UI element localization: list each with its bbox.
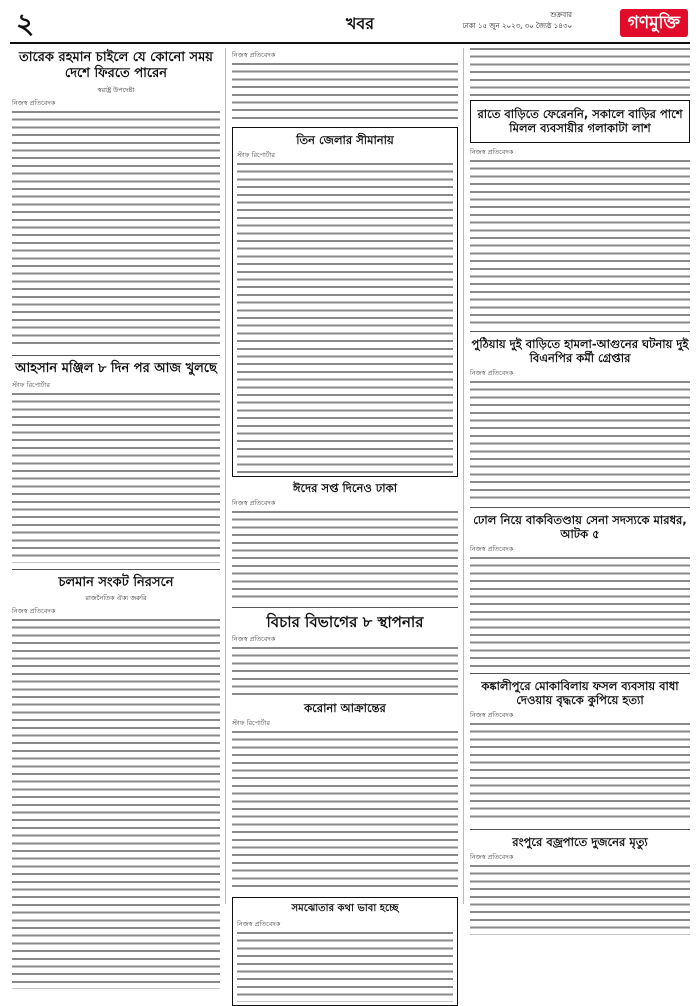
article-body [470, 48, 690, 96]
column-divider [225, 48, 226, 904]
day-label: শুক্রবার [550, 11, 572, 19]
story-elderly [470, 679, 690, 823]
byline: নিজস্ব প্রতিবেদক [470, 545, 514, 554]
story-tarek [12, 50, 220, 349]
story-judiciary [232, 613, 458, 695]
article-body [237, 932, 453, 1002]
headline: তিন জেলার সীমানায় [296, 133, 394, 147]
column-2 [232, 48, 458, 928]
newspaper-logo: গণমুক্তি [620, 9, 688, 37]
story-negotiation [232, 897, 458, 1005]
headline: ঢোল নিয়ে বাকবিতণ্ডায় সেনা সদস্যকে মারধর, আটক ৫ [473, 513, 687, 542]
dateline [463, 10, 572, 32]
column-1 [12, 48, 220, 904]
article-body [470, 160, 690, 325]
story-murder [470, 100, 690, 143]
headline: রংপুরে বজ্রপাতে দুজনের মৃত্যু [512, 835, 648, 850]
byline: নিজস্ব প্রতিবেদক [232, 51, 276, 59]
story-divider [470, 673, 690, 674]
article-body [470, 381, 690, 501]
byline: স্টাফ রিপোর্টার [12, 380, 50, 389]
article-body [232, 63, 458, 121]
headline: ঈদের সপ্ত দিনেও ঢাকা [292, 481, 398, 496]
headline: কঙ্কালীপুরে মোকাবিলায় ফসল ব্যবসায় বাধা দেওয়ায় বৃদ্ধকে কুপিয়ে হত্যা [481, 679, 679, 708]
article-body [12, 111, 220, 349]
headline: পুঠিয়ায় দুই বাড়িতে হামলা-আগুনের ঘটনায় দুই বিএনপির কর্মী গ্রেপ্তার [471, 337, 689, 366]
article-body [237, 163, 453, 473]
byline: নিজস্ব প্রতিবেদক [12, 607, 56, 616]
byline: নিজস্ব প্রতিবেদক [470, 853, 514, 862]
headline: তারেক রহমান চাইলে যে কোনো সময় দেশে ফিরতে পারেন [19, 50, 213, 81]
byline: নিজস্ব প্রতিবেদক [470, 148, 514, 157]
article-body [232, 511, 458, 601]
headline: রাতে বাড়িতে ফেরেননি, সকালে বাড়ির পাশে মিলল ব্যবসায়ীর গলাকাটা লাশ [477, 107, 683, 136]
headline: করোনা আক্রান্তের [304, 701, 386, 716]
story-murder-body [470, 147, 690, 325]
byline: নিজস্ব প্রতিবেদক [470, 711, 514, 720]
story-continued [232, 50, 458, 121]
masthead [10, 6, 690, 44]
story-divider [232, 607, 458, 608]
story-crisis [12, 575, 220, 990]
section-title: খবর [345, 14, 375, 33]
kicker: স্বরাষ্ট্র উপদেষ্টা [97, 85, 135, 94]
article-body [232, 647, 458, 695]
story-eid [232, 481, 458, 601]
article-body [12, 619, 220, 989]
article-body [470, 723, 690, 823]
story-divider [12, 355, 220, 356]
byline: নিজস্ব প্রতিবেদক [470, 369, 514, 378]
story-corona [232, 701, 458, 891]
byline: নিজস্ব প্রতিবেদক [237, 919, 281, 928]
headline: বিচার বিভাগের ৮ স্থাপনার [266, 613, 424, 632]
headline: আহসান মঞ্জিল ৮ দিন পর আজ খুলছে [15, 360, 217, 376]
story-divider [12, 569, 220, 570]
byline: স্টাফ রিপোর্টার [237, 151, 275, 160]
article-body [12, 393, 220, 563]
byline: স্টাফ রিপোর্টার [232, 719, 270, 728]
story-puthia [470, 337, 690, 501]
date-label: ঢাকা ১৫ জুন ২০২৩, ৩০ জ্যৈষ্ঠ ১৪৩০ [462, 22, 572, 30]
page-number: ২ [16, 7, 35, 40]
kicker: রাজনৈতিক ঐক্য জরুরি [85, 594, 147, 603]
byline: নিজস্ব প্রতিবেদক [232, 499, 276, 508]
story-army [470, 513, 690, 667]
story-ahsan-manzil [12, 361, 220, 563]
story-divider [470, 829, 690, 830]
headline: চলমান সংকট নিরসনে [58, 574, 174, 590]
byline: নিজস্ব প্রতিবেদক [12, 98, 56, 107]
article-body [232, 731, 458, 891]
column-3 [470, 48, 690, 904]
byline: নিজস্ব প্রতিবেদক [232, 635, 276, 644]
headline: সমঝোতার কথা ভাবা হচ্ছে [291, 903, 399, 915]
column-divider [463, 48, 464, 904]
story-divider [470, 331, 690, 332]
story-border [232, 127, 458, 477]
article-body [470, 865, 690, 935]
story-lightning [470, 835, 690, 935]
story-divider [470, 507, 690, 508]
article-body [470, 557, 690, 667]
